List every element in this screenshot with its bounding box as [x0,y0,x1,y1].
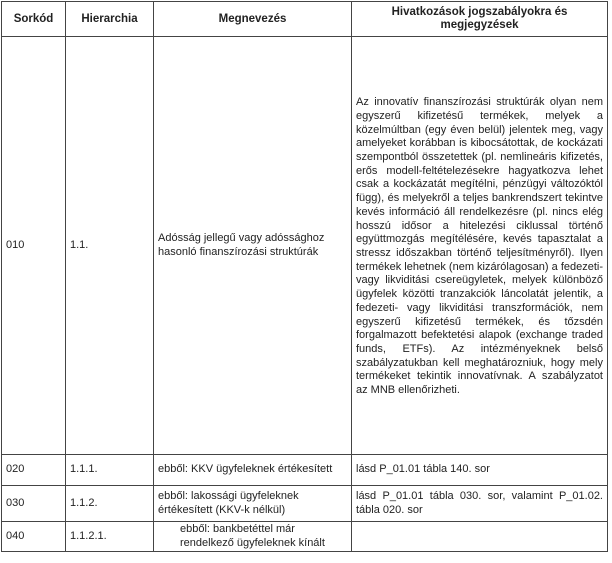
header-notes: Hivatkozások jogszabályokra és megjegyzések [352,2,608,37]
row-name: ebből: bankbetéttel már rendelkező ügyfeleknek kínált [154,522,352,552]
table-header-row [2,2,608,37]
row-code: 010 [2,37,66,455]
row-notes: lásd P_01.01 tábla 140. sor [352,455,608,486]
row-notes: Az innovatív finanszírozási struktúrák olyan nem egyszerű kifizetésű termékek, melyek a közelmúltban (egy éven belül) jelentek meg, vagy amelyeket korábban is kibocsátottak, de kockázati szempontból összetettek (pl. nemlineáris kifizetés, erős modell-feltételezésekre hagyatkozva lehet csak a kockázatát megítélni, pénzügyi változóktól függ), és melyekről a teljes bankrendszert tekintve kevés információ áll rendelkezésre (pl. nincs elég hosszú idősor a hitelezési ciklussal történő együttmozgás megítélésére, kevés tapasztalat a stressz időszakban történő teljesítményről). Ilyen termékek lehetnek (nem kizárólagosan) a fedezeti- vagy likviditási csereügyletek, melyek különböző ügyfelek közötti tranzakciók láncolatát jelentik, a fedezeti- vagy likviditási transzformációk, nem egyszerű kifizetésű termékek, és tőzsdén forgalmazott befektetési alapok (exchange traded funds, ETFs). Az intézményeknek belső szabályzatukban kell meghatározniuk, hogy mely termékeket tekintik innovatívnak. A szabályzatot az MNB ellenőrizheti. [352,37,608,455]
row-notes: lásd P_01.01 tábla 030. sor, valamint P_01.02. tábla 020. sor [352,486,608,522]
row-hierarchy: 1.1.2. [66,486,154,522]
row-hierarchy: 1.1. [66,37,154,455]
regulation-table [1,1,608,552]
row-code: 020 [2,455,66,486]
row-notes [352,522,608,552]
header-hierarchy: Hierarchia [66,2,154,37]
header-name: Megnevezés [154,2,352,37]
row-code: 040 [2,522,66,552]
row-name: Adósság jellegű vagy adóssághoz hasonló finanszírozási struktúrák [154,37,352,455]
row-name: ebből: KKV ügyfeleknek értékesített [154,455,352,486]
table-row [2,455,608,486]
row-code: 030 [2,486,66,522]
row-name: ebből: lakossági ügyfeleknek értékesített (KKV-k nélkül) [154,486,352,522]
row-hierarchy: 1.1.2.1. [66,522,154,552]
header-code: Sorkód [2,2,66,37]
table-row [2,486,608,522]
table-row [2,37,608,455]
table-row [2,522,608,552]
row-hierarchy: 1.1.1. [66,455,154,486]
